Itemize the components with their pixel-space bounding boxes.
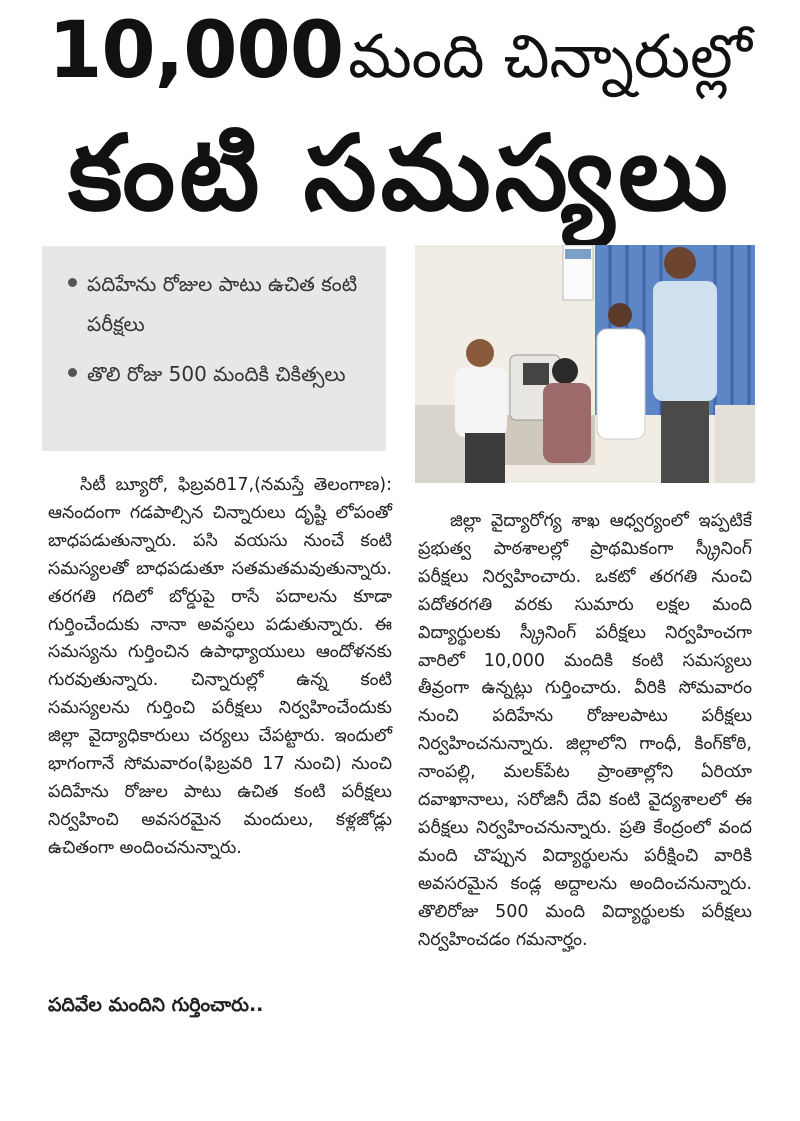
highlight-item [68, 264, 372, 344]
bullet-icon [68, 278, 77, 287]
highlights-box [42, 246, 386, 451]
headline-number: 10,000 [48, 6, 344, 96]
headline-line1 [0, 6, 800, 96]
article-paragraph: జిల్లా వైద్యారోగ్య శాఖ ఆధ్వర్యంలో ఇప్పటికే ప్రభుత్వ పాఠశాలల్లో ప్రాథమికంగా స్క్రీనింగ్ పరీక్షలు నిర్వహించారు. ఒకటో తరగతి నుంచి పదోతరగతి వరకు సుమారు లక్షల మంది విద్యార్థులకు స్క్రీనింగ్ పరీక్షలు నిర్వహించగా వారిలో 10,000 మందికి కంటి సమస్యలు తీవ్రంగా ఉన్నట్లు గుర్తించారు. వీరికి సోమవారం నుంచి పదిహేను రోజులపాటు పరీక్షలు నిర్వహించనున్నారు. జిల్లాలోని గాంధీ, కింగ్‌కోఠి, నాంపల్లి, మలక్‌పేట ప్రాంతాల్లోని ఏరియా దవాఖానాలు, సరోజినీ దేవి కంటి వైద్యశాలలో ఈ పరీక్షలు నిర్వహించనున్నారు. ప్రతి కేంద్రంలో వంద మంది చొప్పున విద్యార్థులను పరీక్షించి వారికి అవసరమైన కండ్ల అద్దాలను అందించనున్నారు. తొలిరోజు 500 మంది విద్యార్థులకు పరీక్షలు నిర్వహించడం గమనార్హం. [418, 511, 752, 950]
highlight-text: పదిహేను రోజుల పాటు ఉచిత కంటి పరీక్షలు [87, 272, 358, 336]
headline-line1-text: మంది చిన్నారుల్లో [348, 22, 752, 92]
article-paragraph: సిటీ బ్యూరో, ఫిబ్రవరి17,(నమస్తే తెలంగాణ): ఆనందంగా గడపాల్సిన చిన్నారులు దృష్టి లోపంతో బాధపడుతున్నారు. పసి వయసు నుంచే కంటి సమస్యలతో బాధపడుతూ సతమతమవుతున్నారు. తరగతి గదిలో బోర్డుపై రాసే పదాలను కూడా గుర్తించేందుకు నానా అవస్థలు పడుతున్నారు. ఈ సమస్యను గుర్తించిన ఉపాధ్యాయులు ఆందోళనకు గురవుతున్నారు. చిన్నారుల్లో ఉన్న కంటి సమస్యలను గుర్తించి పరీక్షలు నిర్వహించేందుకు జిల్లా వైద్యాధికారులు చర్యలు చేపట్టారు. ఇందులో భాగంగానే సోమవారం(ఫిబ్రవరి 17 నుంచి) నుంచి పదిహేను రోజుల పాటు ఉచిత కంటి పరీక్షలు నిర్వహించి అవసరమైన మందులు, కళ్లజోడ్లు ఉచితంగా అందించనున్నారు. [48, 475, 392, 858]
article-subheading: పదివేల మందిని గుర్తించారు.. [48, 994, 264, 1016]
eye-examination-photo [415, 245, 755, 483]
article-left-column [48, 472, 392, 863]
bullet-icon [68, 368, 77, 377]
photo-illustration [415, 245, 755, 483]
highlight-item [68, 354, 372, 394]
article-right-column [418, 508, 752, 955]
highlight-text: తొలి రోజు 500 మందికి చికిత్సలు [87, 362, 346, 386]
headline-line2: కంటి సమస్యలు [68, 112, 732, 234]
